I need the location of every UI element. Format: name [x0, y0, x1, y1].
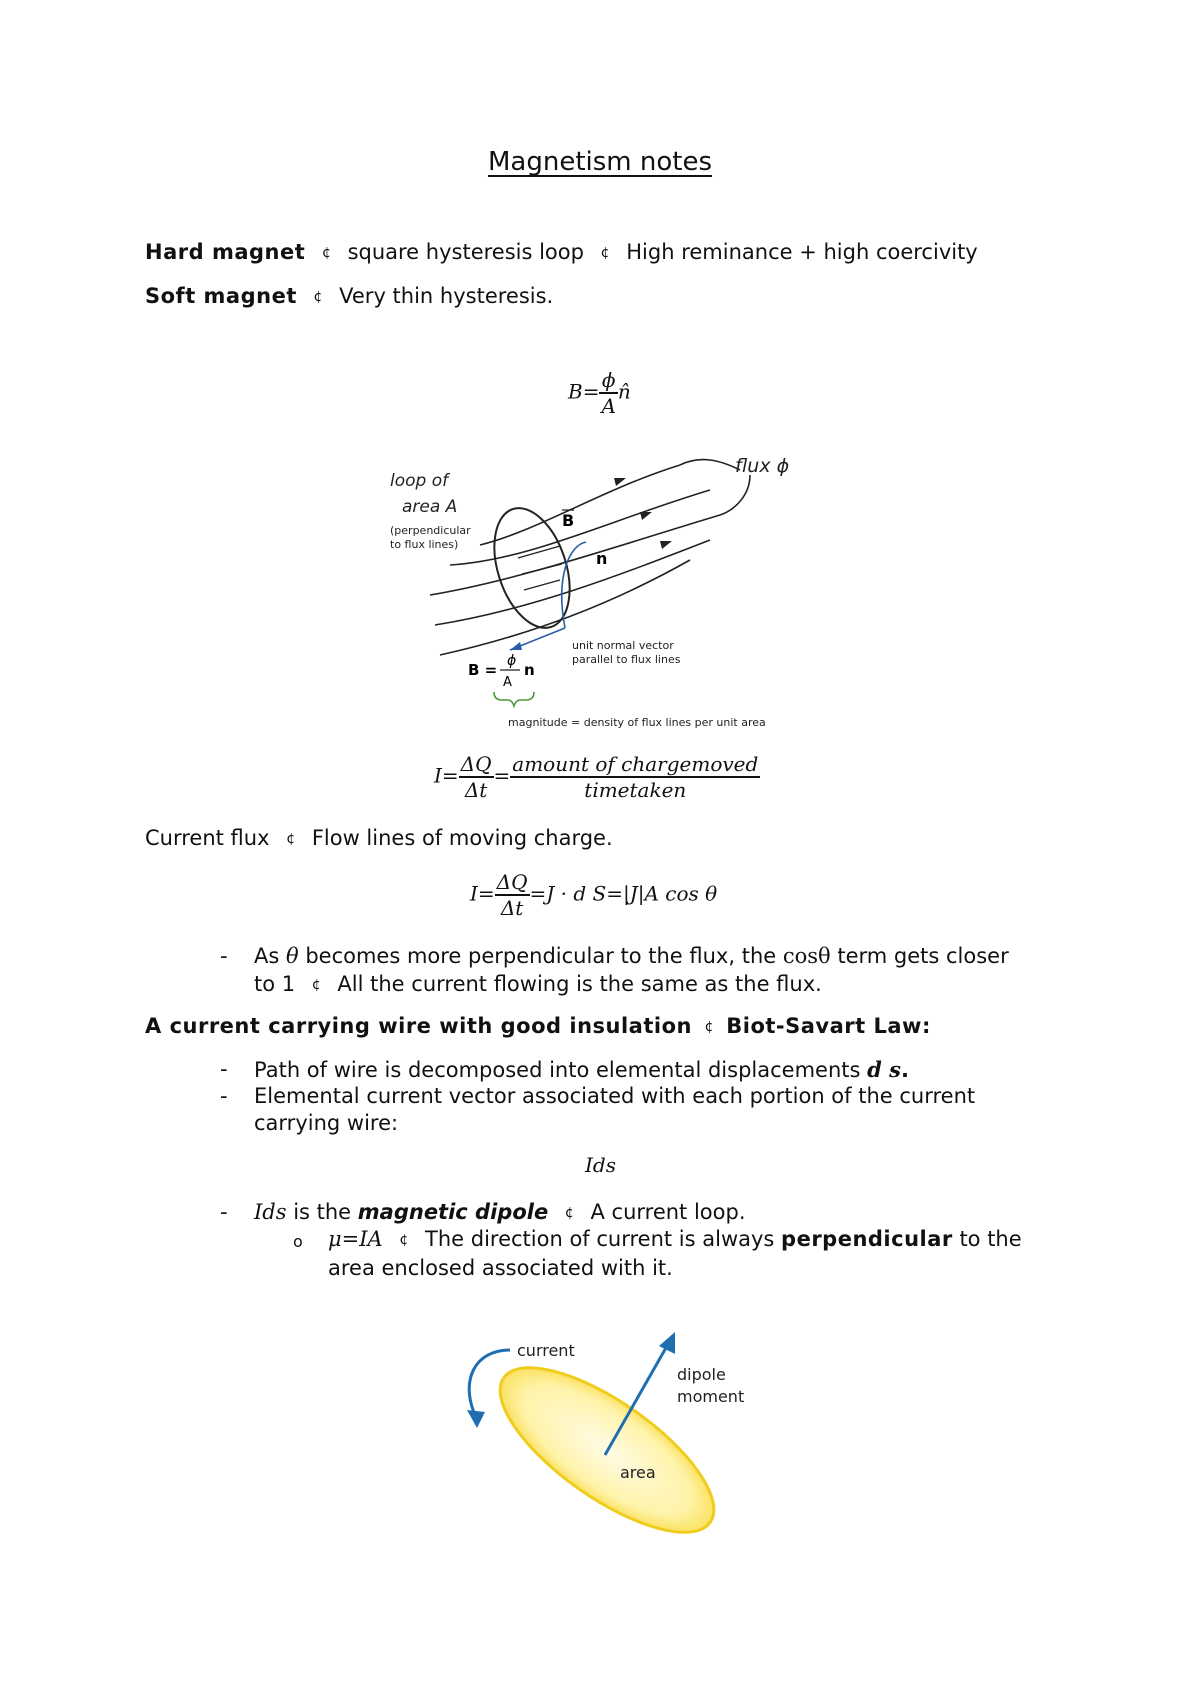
- bullet-theta-text: As: [254, 944, 286, 968]
- fig-eq-den: A: [503, 675, 512, 690]
- flux-line: [480, 465, 680, 545]
- area-label: area: [620, 1463, 656, 1482]
- eq-b-lhs: B=: [568, 379, 600, 404]
- fig-eq-lhs: B =: [468, 661, 498, 679]
- soft-magnet-line: [145, 284, 553, 308]
- bullet-theta-text: term gets closer: [830, 944, 1009, 968]
- bullet-theta-line2: [254, 972, 822, 996]
- bullet-element-line1: Elemental current vector associated with each portion of the current: [254, 1084, 976, 1108]
- magnitude-label: magnitude = density of flux lines per unit area: [508, 716, 766, 729]
- eq-i1-frac2: [510, 752, 760, 802]
- current-arrowhead-icon: [467, 1410, 485, 1428]
- arrowhead-icon: [660, 541, 672, 549]
- arrow-icon: ¢: [399, 1232, 409, 1248]
- mu-equation: μ=IA: [328, 1227, 383, 1251]
- loop-label-line2: area A: [402, 497, 458, 517]
- hard-magnet-part1: square hysteresis loop: [347, 240, 584, 264]
- eq-i1-den1: Δt: [464, 778, 488, 802]
- sub-bullet-line2: area enclosed associated with it.: [328, 1256, 673, 1280]
- eq-i1-den2: timetaken: [584, 778, 687, 802]
- fig-eq-num: ϕ: [507, 653, 517, 669]
- bullet-path-end: .: [900, 1058, 909, 1082]
- biot-heading-label: A current carrying wire with good insulation: [145, 1014, 692, 1038]
- bullet-dash: -: [220, 1057, 228, 1081]
- theta-symbol: θ: [285, 944, 299, 968]
- bullet-theta-text: becomes more perpendicular to the flux, the: [298, 944, 783, 968]
- dipole-label-line1: dipole: [677, 1365, 726, 1384]
- eq-i2-den: Δt: [500, 896, 524, 920]
- dipole-label-line2: moment: [677, 1387, 745, 1406]
- ds-symbol: d s: [867, 1057, 901, 1082]
- magnetic-dipole-term: magnetic dipole: [357, 1200, 549, 1224]
- eq-b-num: ϕ: [599, 368, 617, 394]
- soft-magnet-label: Soft magnet: [145, 284, 297, 308]
- flux-line: [430, 515, 720, 595]
- eq-i2-frac: [495, 870, 530, 920]
- hard-magnet-label: Hard magnet: [145, 240, 306, 264]
- dipole-arrowhead-icon: [659, 1332, 675, 1354]
- vector-arrow: [524, 580, 560, 590]
- perpendicular-label-line1: (perpendicular: [390, 524, 471, 537]
- sub-bullet-marker: o: [293, 1232, 303, 1251]
- equation-current-1: [434, 752, 760, 802]
- equation-b-field: [568, 368, 631, 418]
- bullet-dipole-line: [254, 1200, 746, 1224]
- cos-theta-symbol: cosθ: [782, 944, 831, 968]
- bullet-dash: -: [220, 1200, 228, 1224]
- eq-i2-rhs: =J · d S=|J|A cos θ: [529, 881, 718, 906]
- vector-arrow: [522, 564, 562, 574]
- arrow-icon: ¢: [704, 1019, 714, 1035]
- arrow-icon: ¢: [564, 1205, 574, 1221]
- sub-bullet-text: to the: [952, 1227, 1022, 1251]
- arrow-icon: ¢: [311, 977, 321, 993]
- arrowhead-icon: [510, 642, 522, 650]
- bullet-theta-text: to 1: [254, 972, 296, 996]
- arrow-icon: ¢: [321, 245, 331, 261]
- dipole-moment-figure: [455, 1330, 775, 1560]
- sub-bullet-line1: [328, 1227, 1022, 1251]
- hard-magnet-part2: High reminance + high coercivity: [626, 240, 978, 264]
- fig-eq-n: n: [524, 661, 535, 679]
- b-vector-label: B: [562, 511, 575, 530]
- biot-savart-law-label: Biot-Savart Law:: [726, 1014, 931, 1038]
- eq-b-den: A: [601, 394, 616, 418]
- perpendicular-label-line2: to flux lines): [390, 538, 459, 551]
- equation-ids: Ids: [585, 1153, 616, 1177]
- biot-savart-heading: [145, 1014, 931, 1038]
- eq-i1-eq: =: [493, 763, 511, 788]
- arrowhead-icon: [640, 512, 652, 520]
- flux-line: [450, 490, 710, 565]
- current-flux-label: Current flux: [145, 826, 270, 850]
- eq-i1-lhs: I=: [434, 763, 459, 788]
- ids-symbol: Ids: [254, 1200, 287, 1224]
- bullet-dipole-text: is the: [286, 1200, 358, 1224]
- perpendicular-term: perpendicular: [781, 1227, 953, 1251]
- brace-icon: [494, 692, 534, 706]
- soft-magnet-text: Very thin hysteresis.: [339, 284, 554, 308]
- sub-bullet-text: The direction of current is always: [425, 1227, 782, 1251]
- equation-current-2: [470, 870, 717, 920]
- normal-vector-label-line2: parallel to flux lines: [572, 653, 681, 666]
- page-title: Magnetism notes: [487, 147, 713, 177]
- eq-i1-num1: ΔQ: [460, 752, 492, 776]
- flux-loop-figure: [390, 450, 810, 730]
- bullet-path-text: Path of wire is decomposed into elemental displacements: [254, 1058, 868, 1082]
- eq-i2-num: ΔQ: [496, 870, 528, 894]
- eq-b-tail: n̂: [617, 379, 631, 404]
- bullet-theta-text: All the current flowing is the same as the flux.: [337, 972, 822, 996]
- bullet-dash: -: [220, 944, 228, 968]
- flux-label: flux ϕ: [735, 455, 790, 477]
- bullet-path-line: [254, 1057, 909, 1082]
- normal-vector-label-line1: unit normal vector: [572, 639, 674, 652]
- current-flux-text: Flow lines of moving charge.: [311, 826, 613, 850]
- eq-i1-frac1: [459, 752, 494, 802]
- bullet-dipole-tail: A current loop.: [590, 1200, 746, 1224]
- eq-i1-num2: amount of chargemoved: [512, 752, 759, 776]
- arrow-icon: ¢: [600, 245, 610, 261]
- bullet-dash: -: [220, 1084, 228, 1108]
- loop-label-line1: loop of: [390, 471, 449, 491]
- eq-b-fraction: [599, 368, 617, 418]
- bullet-element-line2: carrying wire:: [254, 1111, 399, 1135]
- flux-line: [720, 475, 750, 515]
- flux-line: [680, 460, 740, 470]
- current-label: current: [517, 1341, 575, 1360]
- bullet-theta-line1: [254, 944, 1009, 968]
- arrow-icon: ¢: [313, 289, 323, 305]
- hard-magnet-line: [145, 240, 978, 264]
- arrow-icon: ¢: [286, 831, 296, 847]
- eq-i2-lhs: I=: [470, 881, 495, 906]
- current-flux-line: [145, 826, 613, 850]
- n-vector-label: n: [596, 549, 608, 568]
